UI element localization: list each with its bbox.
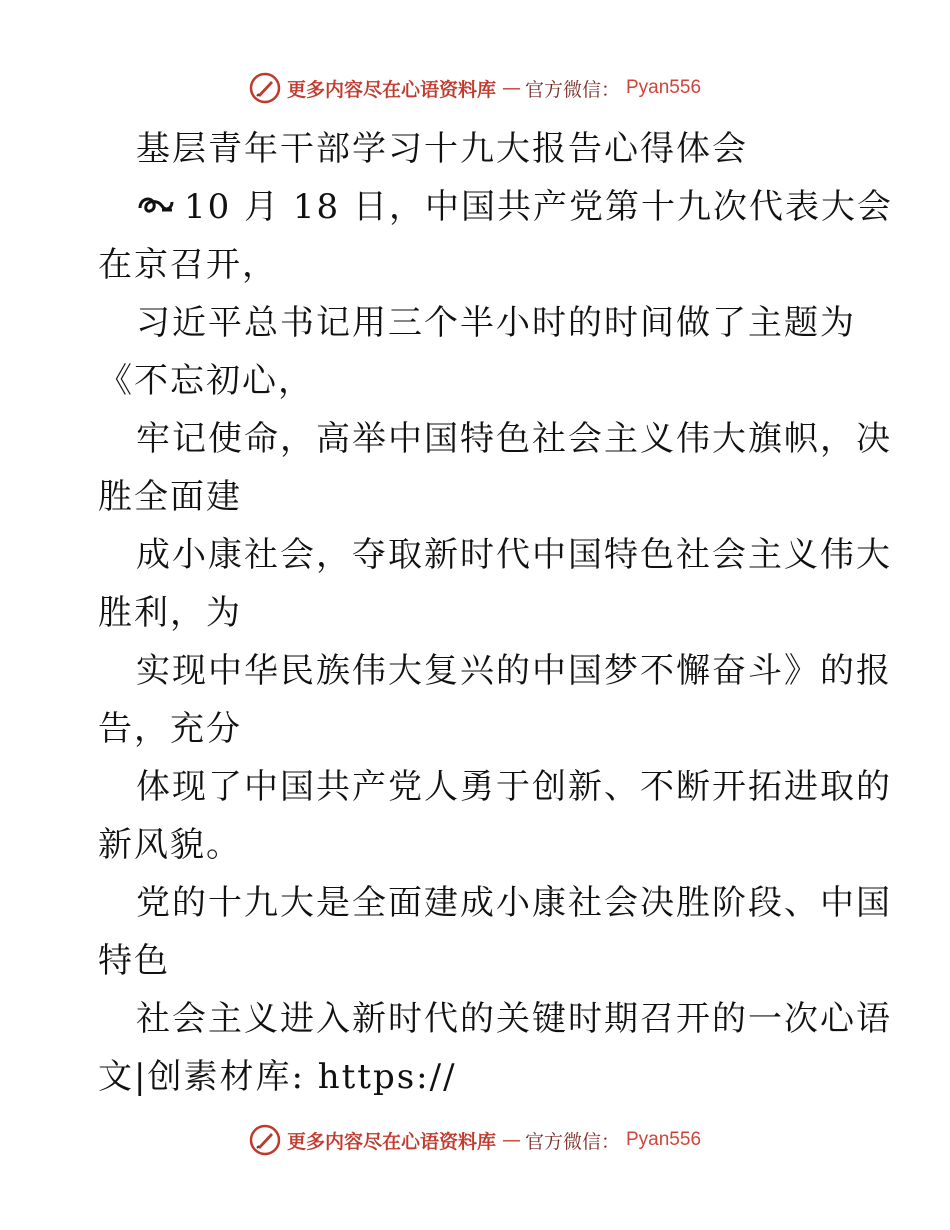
paragraph-4-rest: 胜利，为 bbox=[98, 593, 242, 633]
paragraph-6 bbox=[98, 758, 892, 874]
header-slogan: 更多内容尽在心语资料库 bbox=[286, 78, 496, 101]
paragraph-4 bbox=[98, 526, 892, 642]
feather-pen-logo-icon bbox=[249, 72, 281, 104]
paragraph-8 bbox=[98, 990, 892, 1106]
header-wechat-label: 官方微信： bbox=[524, 78, 620, 101]
paragraph-3 bbox=[98, 410, 892, 526]
paragraph-7-first: 党的十九大是全面建成小康社会决胜阶段、中国 bbox=[136, 883, 892, 923]
document-title-text: 基层青年干部学习十九大报告心得体会 bbox=[136, 129, 748, 169]
paragraph-4-first: 成小康社会，夺取新时代中国特色社会主义伟大 bbox=[136, 535, 892, 575]
footer-wechat-id: Pyan556 bbox=[626, 1129, 702, 1150]
paragraph-5-first: 实现中华民族伟大复兴的中国梦不懈奋斗》的报 bbox=[136, 651, 892, 691]
paragraph-3-rest: 胜全面建 bbox=[98, 477, 242, 517]
document-title bbox=[98, 120, 858, 178]
feather-pen-logo-icon bbox=[249, 1124, 281, 1156]
paragraph-1-rest: 在京召开， bbox=[98, 245, 278, 285]
footer-banner bbox=[0, 1124, 950, 1156]
paragraph-6-first: 体现了中国共产党人勇于创新、不断开拓进取的 bbox=[136, 767, 892, 807]
paragraph-7 bbox=[98, 874, 892, 990]
paragraph-8-rest: 文|创素材库: https:// bbox=[98, 1057, 457, 1097]
footer-wechat-label: 官方微信： bbox=[524, 1130, 620, 1153]
header-banner bbox=[0, 72, 950, 104]
document-body bbox=[98, 120, 893, 1106]
paragraph-1 bbox=[98, 178, 893, 294]
paragraph-8-first: 社会主义进入新时代的关键时期召开的一次心语 bbox=[136, 999, 892, 1039]
footer-slogan: 更多内容尽在心语资料库 bbox=[286, 1130, 496, 1153]
ornament-swirl-icon bbox=[136, 190, 176, 220]
footer-dash: — bbox=[501, 1129, 519, 1151]
header-dash: — bbox=[501, 77, 519, 99]
paragraph-2-first: 习近平总书记用三个半小时的时间做了主题为 bbox=[136, 303, 856, 343]
paragraph-2-rest: 《不忘初心， bbox=[98, 361, 314, 401]
paragraph-5 bbox=[98, 642, 892, 758]
paragraph-1-first: 10 月 18 日，中国共产党第十九次代表大会 bbox=[184, 187, 893, 227]
paragraph-5-rest: 告，充分 bbox=[98, 709, 242, 749]
paragraph-6-rest: 新风貌。 bbox=[98, 825, 242, 865]
paragraph-2 bbox=[98, 294, 858, 410]
paragraph-7-rest: 特色 bbox=[98, 941, 170, 981]
header-wechat-id: Pyan556 bbox=[626, 77, 702, 98]
paragraph-3-first: 牢记使命，高举中国特色社会主义伟大旗帜，决 bbox=[136, 419, 892, 459]
